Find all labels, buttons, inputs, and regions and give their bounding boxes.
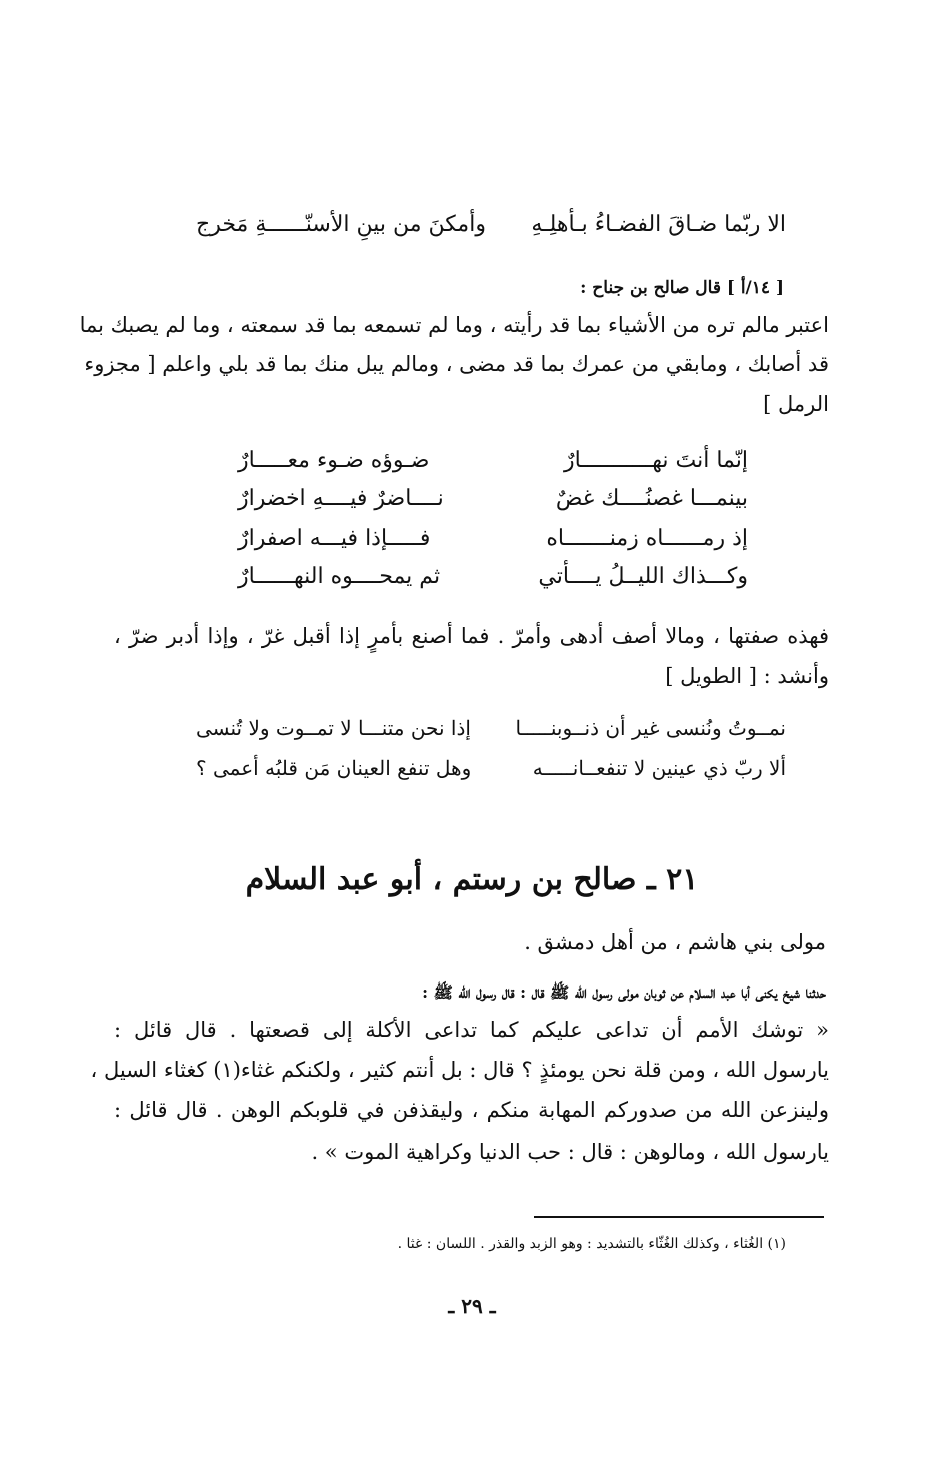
hadith-line: « توشك الأمم أن تداعى عليكم كما تداعى الأكلة إلى قصعتها . قال قائل : [114,1018,829,1042]
prose-line: فهذه صفتها ، ومالا أصف أدهى وأمرّ . فما أصنع بأمرٍ إذا أقبل غرّ ، وإذا أدبر ضرّ ، [114,624,829,648]
verse-first-hemistich: الا ربّما ضـاقَ الفضـاءُ بـأهلِـهِ [531,212,786,237]
prose-line: اعتبر مالم تره من الأشياء بما قد رأيته ، وما لم تسمعه بما قد سمعته ، وما لم يصبك بما [79,313,829,337]
verse-first-hemistich: إنّما أنتَ نهـــــــــــارٌ [564,448,748,473]
verse-second-hemistich: وهل تنفع العينان مَن قلبُه أعمى ؟ [196,756,472,780]
poem-verse [238,486,748,526]
prose-line: الرمل ] [763,392,829,416]
poem-verse [238,564,748,604]
bio-line: مولى بني هاشم ، من أهل دمشق . [524,930,826,954]
verse-second-hemistich: ثم يمحــــوه النهــــــارٌ [238,564,441,589]
verse-first-hemistich: نمــوتُ ونُنسى غير أن ذنــوبنـــــا [515,716,786,740]
footnote-separator [534,1216,824,1218]
verse-first-hemistich: إذ رمــــــاه زمنـــــــاه [546,526,748,551]
prose-line: قد أصابك ، ومابقي من عمرك بما قد مضى ، ومالم يبل منك بما قد بلي واعلم [ مجزوء [84,352,829,376]
verse-second-hemistich: نــــاضرٌ فيــــهِ اخضرارٌ [238,486,444,511]
footnote: (١) الغُثاء ، وكذلك الغُثّاء بالتشديد : وهو الزبد والقذر . اللسان : غثا . [397,1236,786,1252]
verse-first-hemistich: ألا ربّ ذي عينين لا تنفعــانـــــه [532,756,786,780]
verse-second-hemistich: ضـوؤه ضـوء معـــــارٌ [238,448,430,473]
isnad-line: حدثنا شيخ يكنى أبا عبد السلام عن ثوبان مولى رسول الله ﷺ قال : قال رسول الله ﷺ : [422,983,826,1002]
hadith-line: ولينزعن الله من صدوركم المهابة منكم ، وليقذفن في قلوبكم الوهن . قال قائل : [114,1098,829,1122]
poem-verse [238,526,748,566]
verse-first-hemistich: بينمـــا غصنُــــك غضٌ [555,486,748,511]
page-number: ـ ٢٩ ـ [448,1294,496,1318]
top-verse [196,212,786,252]
prose-line: وأنشد : [ الطويل ] [665,664,829,688]
hadith-line: يارسول الله ، ومن قلة نحن يومئذٍ ؟ قال : بل أنتم كثير ، ولكنكم غثاء(١) كغثاء السيل ، [90,1058,829,1082]
verse-second-hemistich: فـــــإذا فيـــه اصفرارٌ [238,526,431,551]
verse-first-hemistich: وكـــذاك الليــلُ يــــأتي [538,564,748,589]
poem-verse [196,756,786,796]
hadith-line: يارسول الله ، ومالوهن : قال : حب الدنيا وكراهية الموت » . [311,1140,829,1164]
poem-verse [238,448,748,488]
poem-verse [196,716,786,756]
section-heading: ٢١ ـ صالح بن رستم ، أبو عبد السلام [245,862,699,897]
verse-second-hemistich: وأمكنَ من بينِ الأسنّــــــةِ مَخرج [196,212,486,237]
entry-reference: [ ١٤/أ ] قال صالح بن جناح : [580,278,784,298]
verse-second-hemistich: إذا نحن متنـــا لا تمــوت ولا تُنسى [196,716,471,740]
